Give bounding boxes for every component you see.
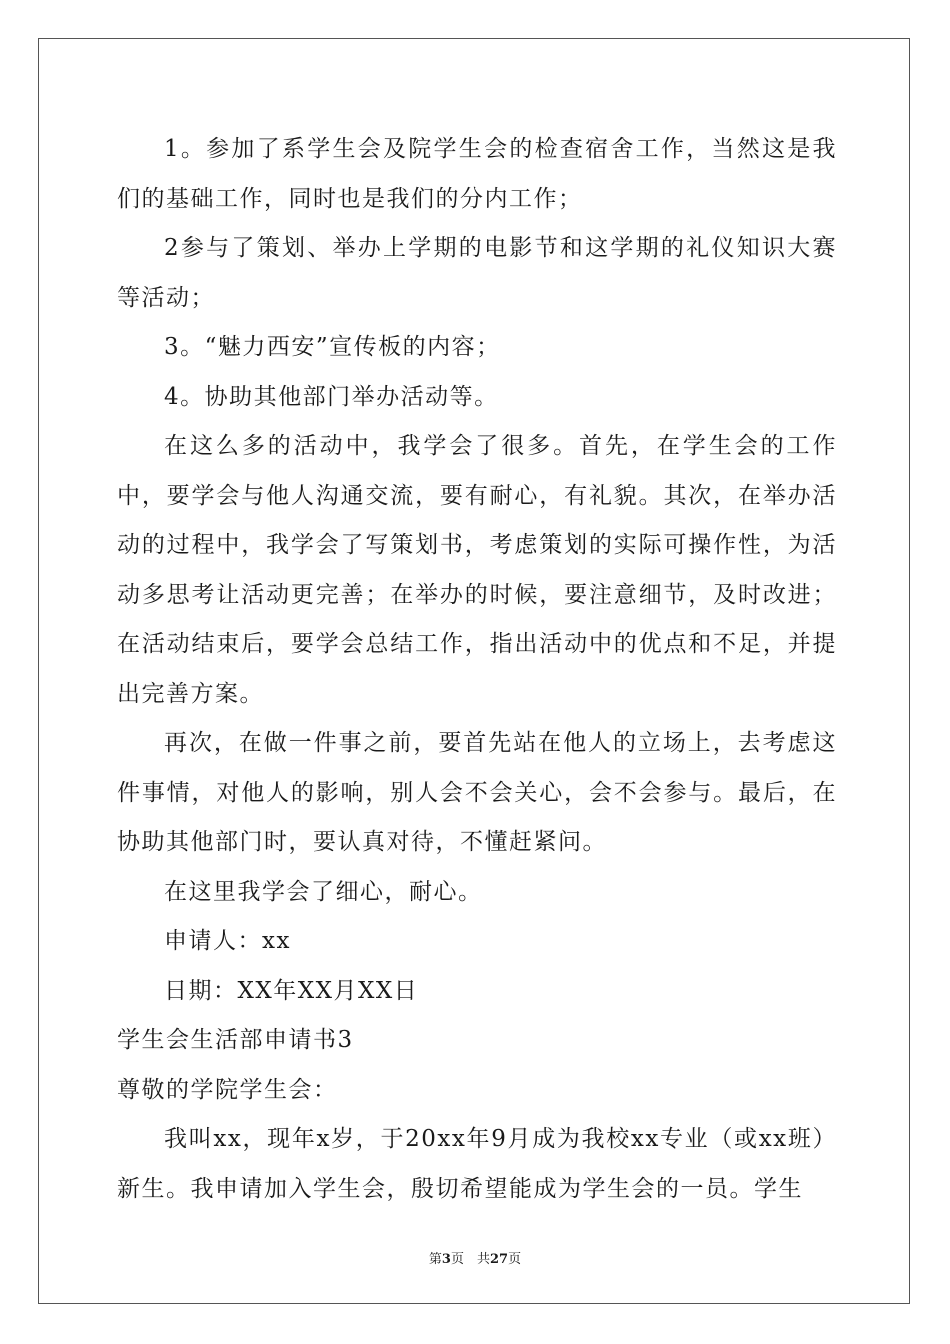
paragraph-summary: 在这里我学会了细心，耐心。 (164, 878, 483, 905)
paragraph-again: 再次，在做一件事之前，要首先站在他人的立场上，去考虑这件事情，对他人的影响，别人会不会关心，会不会参与。最后，在协助其他部门时，要认真对待，不懂赶紧问。 (117, 730, 837, 855)
section-heading: 学生会生活部申请书3 (117, 1027, 354, 1053)
applicant-line: 申请人：xx (164, 928, 291, 954)
footer-page-number: 3 (441, 1252, 451, 1267)
salutation: 尊敬的学院学生会： (117, 1076, 338, 1103)
footer-mid: 页 共 (450, 1252, 490, 1267)
document-body (117, 125, 837, 1214)
footer-total-pages: 27 (489, 1252, 509, 1267)
footer-suffix: 页 (508, 1252, 522, 1267)
paragraph-item-3: 3。“魅力西安”宣传板的内容； (164, 334, 501, 360)
paragraph-intro: 我叫xx，现年x岁，于20xx年9月成为我校xx专业（或xx班）新生。我申请加入学生会，殷切希望能成为学生会的一员。学生 (117, 1126, 837, 1202)
footer-prefix: 第 (428, 1252, 442, 1267)
paragraph-learning: 在这么多的活动中，我学会了很多。首先，在学生会的工作中，要学会与他人沟通交流，要有耐心，有礼貌。其次，在举办活动的过程中，我学会了写策划书，考虑策划的实际可操作性，为活动多思考让活动更完善；在举办的时候，要注意细节，及时改进；在活动结束后，要学会总结工作，指出活动中的优点和不足，并提出完善方案。 (117, 433, 837, 707)
page-footer (0, 1248, 950, 1267)
date-line: 日期：XX年XX月XX日 (164, 977, 419, 1004)
paragraph-item-4: 4。协助其他部门举办活动等。 (164, 383, 499, 410)
paragraph-item-2: 2参与了策划、举办上学期的电影节和这学期的礼仪知识大赛等活动； (117, 235, 837, 311)
paragraph-item-1: 1。参加了系学生会及院学生会的检查宿舍工作，当然这是我们的基础工作，同时也是我们的分内工作； (117, 136, 837, 212)
